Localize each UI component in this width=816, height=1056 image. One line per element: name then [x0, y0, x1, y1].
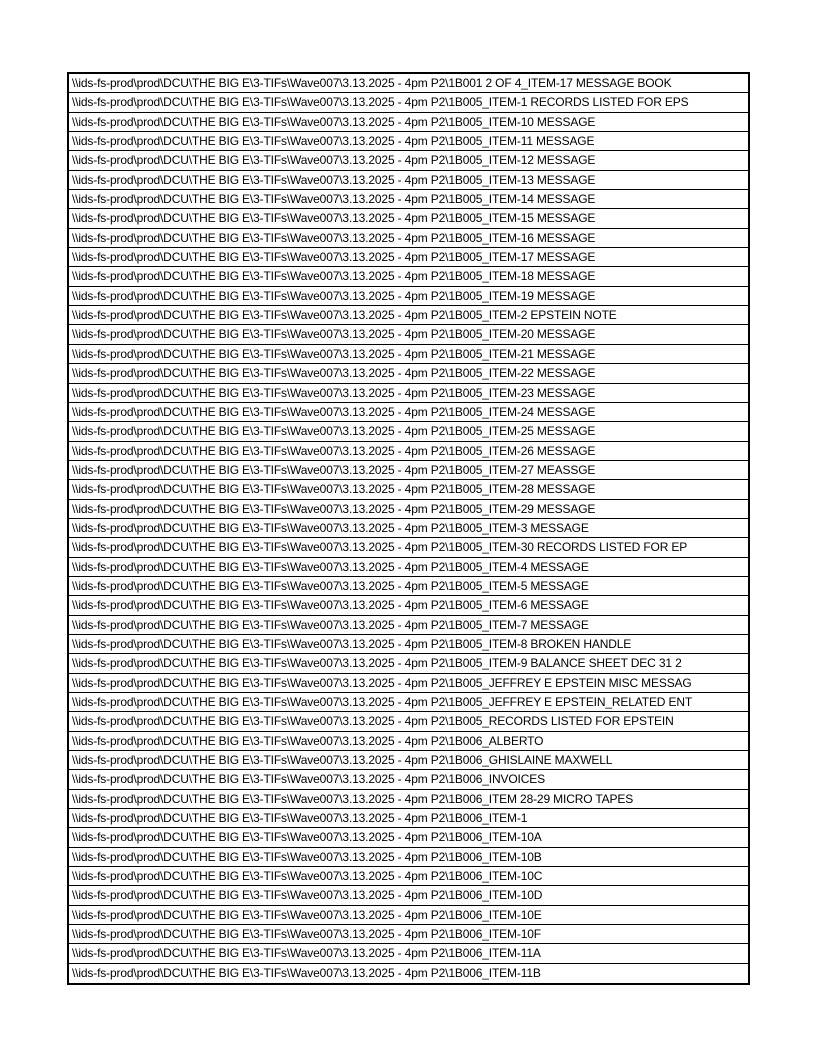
table-row: \\ids-fs-prod\prod\DCU\THE BIG E\3-TIFs\Wave007\3.13.2025 - 4pm P2\1B005_ITEM-27 MEASSGE — [69, 461, 748, 480]
table-row: \\ids-fs-prod\prod\DCU\THE BIG E\3-TIFs\Wave007\3.13.2025 - 4pm P2\1B005_ITEM-24 MESSAGE — [69, 403, 748, 422]
table-row: \\ids-fs-prod\prod\DCU\THE BIG E\3-TIFs\Wave007\3.13.2025 - 4pm P2\1B005_ITEM-6 MESSAGE — [69, 596, 748, 615]
table-row: \\ids-fs-prod\prod\DCU\THE BIG E\3-TIFs\Wave007\3.13.2025 - 4pm P2\1B005_ITEM-5 MESSAGE — [69, 577, 748, 596]
table-row: \\ids-fs-prod\prod\DCU\THE BIG E\3-TIFs\Wave007\3.13.2025 - 4pm P2\1B001 2 OF 4_ITEM-17 MESSAGE BOOK — [69, 74, 748, 93]
table-row: \\ids-fs-prod\prod\DCU\THE BIG E\3-TIFs\Wave007\3.13.2025 - 4pm P2\1B005_ITEM-19 MESSAGE — [69, 287, 748, 306]
table-row: \\ids-fs-prod\prod\DCU\THE BIG E\3-TIFs\Wave007\3.13.2025 - 4pm P2\1B006_ITEM 28-29 MICRO TAPES — [69, 790, 748, 809]
table-row: \\ids-fs-prod\prod\DCU\THE BIG E\3-TIFs\Wave007\3.13.2025 - 4pm P2\1B006_ITEM-10B — [69, 848, 748, 867]
table-row: \\ids-fs-prod\prod\DCU\THE BIG E\3-TIFs\Wave007\3.13.2025 - 4pm P2\1B006_GHISLAINE MAXWELL — [69, 751, 748, 770]
table-row: \\ids-fs-prod\prod\DCU\THE BIG E\3-TIFs\Wave007\3.13.2025 - 4pm P2\1B005_JEFFREY E EPSTEIN MISC MESSAG — [69, 674, 748, 693]
table-row: \\ids-fs-prod\prod\DCU\THE BIG E\3-TIFs\Wave007\3.13.2025 - 4pm P2\1B005_ITEM-14 MESSAGE — [69, 190, 748, 209]
table-row: \\ids-fs-prod\prod\DCU\THE BIG E\3-TIFs\Wave007\3.13.2025 - 4pm P2\1B006_ITEM-10C — [69, 867, 748, 886]
table-row: \\ids-fs-prod\prod\DCU\THE BIG E\3-TIFs\Wave007\3.13.2025 - 4pm P2\1B005_ITEM-17 MESSAGE — [69, 248, 748, 267]
table-row: \\ids-fs-prod\prod\DCU\THE BIG E\3-TIFs\Wave007\3.13.2025 - 4pm P2\1B006_ITEM-10E — [69, 906, 748, 925]
table-row: \\ids-fs-prod\prod\DCU\THE BIG E\3-TIFs\Wave007\3.13.2025 - 4pm P2\1B005_ITEM-28 MESSAGE — [69, 480, 748, 499]
table-row: \\ids-fs-prod\prod\DCU\THE BIG E\3-TIFs\Wave007\3.13.2025 - 4pm P2\1B005_ITEM-12 MESSAGE — [69, 151, 748, 170]
table-row: \\ids-fs-prod\prod\DCU\THE BIG E\3-TIFs\Wave007\3.13.2025 - 4pm P2\1B006_ITEM-10A — [69, 828, 748, 847]
table-row: \\ids-fs-prod\prod\DCU\THE BIG E\3-TIFs\Wave007\3.13.2025 - 4pm P2\1B006_ITEM-11B — [72, 965, 541, 980]
file-path-table — [67, 72, 750, 985]
table-row: \\ids-fs-prod\prod\DCU\THE BIG E\3-TIFs\Wave007\3.13.2025 - 4pm P2\1B006_INVOICES — [69, 770, 748, 789]
table-row: \\ids-fs-prod\prod\DCU\THE BIG E\3-TIFs\Wave007\3.13.2025 - 4pm P2\1B006_ITEM-1 — [69, 809, 748, 828]
table-row: \\ids-fs-prod\prod\DCU\THE BIG E\3-TIFs\Wave007\3.13.2025 - 4pm P2\1B006_ITEM-10D — [69, 886, 748, 905]
table-row: \\ids-fs-prod\prod\DCU\THE BIG E\3-TIFs\Wave007\3.13.2025 - 4pm P2\1B005_ITEM-15 MESSAGE — [69, 209, 748, 228]
table-row: \\ids-fs-prod\prod\DCU\THE BIG E\3-TIFs\Wave007\3.13.2025 - 4pm P2\1B006_ITEM-10F — [69, 925, 748, 944]
table-row: \\ids-fs-prod\prod\DCU\THE BIG E\3-TIFs\Wave007\3.13.2025 - 4pm P2\1B005_ITEM-8 BROKEN HANDLE — [69, 635, 748, 654]
table-row: \\ids-fs-prod\prod\DCU\THE BIG E\3-TIFs\Wave007\3.13.2025 - 4pm P2\1B005_ITEM-10 MESSAGE — [69, 113, 748, 132]
table-row: \\ids-fs-prod\prod\DCU\THE BIG E\3-TIFs\Wave007\3.13.2025 - 4pm P2\1B005_ITEM-13 MESSAGE — [69, 171, 748, 190]
table-row: \\ids-fs-prod\prod\DCU\THE BIG E\3-TIFs\Wave007\3.13.2025 - 4pm P2\1B005_ITEM-1 RECORDS LISTED FOR EPS — [69, 93, 748, 112]
table-row: \\ids-fs-prod\prod\DCU\THE BIG E\3-TIFs\Wave007\3.13.2025 - 4pm P2\1B005_ITEM-9 BALANCE SHEET DEC 31 2 — [69, 654, 748, 673]
table-row: \\ids-fs-prod\prod\DCU\THE BIG E\3-TIFs\Wave007\3.13.2025 - 4pm P2\1B005_ITEM-25 MESSAGE — [69, 422, 748, 441]
table-row: \\ids-fs-prod\prod\DCU\THE BIG E\3-TIFs\Wave007\3.13.2025 - 4pm P2\1B005_ITEM-26 MESSAGE — [69, 442, 748, 461]
table-row: \\ids-fs-prod\prod\DCU\THE BIG E\3-TIFs\Wave007\3.13.2025 - 4pm P2\1B005_ITEM-2 EPSTEIN NOTE — [69, 306, 748, 325]
table-row: \\ids-fs-prod\prod\DCU\THE BIG E\3-TIFs\Wave007\3.13.2025 - 4pm P2\1B005_ITEM-7 MESSAGE — [69, 616, 748, 635]
table-row: \\ids-fs-prod\prod\DCU\THE BIG E\3-TIFs\Wave007\3.13.2025 - 4pm P2\1B006_ITEM-11A — [69, 944, 748, 963]
table-row: \\ids-fs-prod\prod\DCU\THE BIG E\3-TIFs\Wave007\3.13.2025 - 4pm P2\1B005_ITEM-23 MESSAGE — [69, 384, 748, 403]
table-row: \\ids-fs-prod\prod\DCU\THE BIG E\3-TIFs\Wave007\3.13.2025 - 4pm P2\1B005_ITEM-4 MESSAGE — [69, 558, 748, 577]
table-row: \\ids-fs-prod\prod\DCU\THE BIG E\3-TIFs\Wave007\3.13.2025 - 4pm P2\1B005_ITEM-21 MESSAGE — [69, 345, 748, 364]
table-row: \\ids-fs-prod\prod\DCU\THE BIG E\3-TIFs\Wave007\3.13.2025 - 4pm P2\1B005_RECORDS LISTED FOR EPSTEIN — [69, 712, 748, 731]
table-row: \\ids-fs-prod\prod\DCU\THE BIG E\3-TIFs\Wave007\3.13.2025 - 4pm P2\1B005_ITEM-20 MESSAGE — [69, 325, 748, 344]
table-row: \\ids-fs-prod\prod\DCU\THE BIG E\3-TIFs\Wave007\3.13.2025 - 4pm P2\1B006_ALBERTO — [69, 732, 748, 751]
table-row: \\ids-fs-prod\prod\DCU\THE BIG E\3-TIFs\Wave007\3.13.2025 - 4pm P2\1B005_ITEM-16 MESSAGE — [69, 229, 748, 248]
table-row: \\ids-fs-prod\prod\DCU\THE BIG E\3-TIFs\Wave007\3.13.2025 - 4pm P2\1B005_ITEM-3 MESSAGE — [69, 519, 748, 538]
table-row: \\ids-fs-prod\prod\DCU\THE BIG E\3-TIFs\Wave007\3.13.2025 - 4pm P2\1B005_ITEM-18 MESSAGE — [69, 267, 748, 286]
table-row: \\ids-fs-prod\prod\DCU\THE BIG E\3-TIFs\Wave007\3.13.2025 - 4pm P2\1B005_ITEM-30 RECORDS LISTED FOR EP — [69, 538, 748, 557]
table-row: \\ids-fs-prod\prod\DCU\THE BIG E\3-TIFs\Wave007\3.13.2025 - 4pm P2\1B005_JEFFREY E EPSTEIN_RELATED ENT — [69, 693, 748, 712]
table-row: \\ids-fs-prod\prod\DCU\THE BIG E\3-TIFs\Wave007\3.13.2025 - 4pm P2\1B005_ITEM-22 MESSAGE — [69, 364, 748, 383]
table-row: \\ids-fs-prod\prod\DCU\THE BIG E\3-TIFs\Wave007\3.13.2025 - 4pm P2\1B005_ITEM-29 MESSAGE — [69, 500, 748, 519]
table-row: \\ids-fs-prod\prod\DCU\THE BIG E\3-TIFs\Wave007\3.13.2025 - 4pm P2\1B005_ITEM-11 MESSAGE — [69, 132, 748, 151]
